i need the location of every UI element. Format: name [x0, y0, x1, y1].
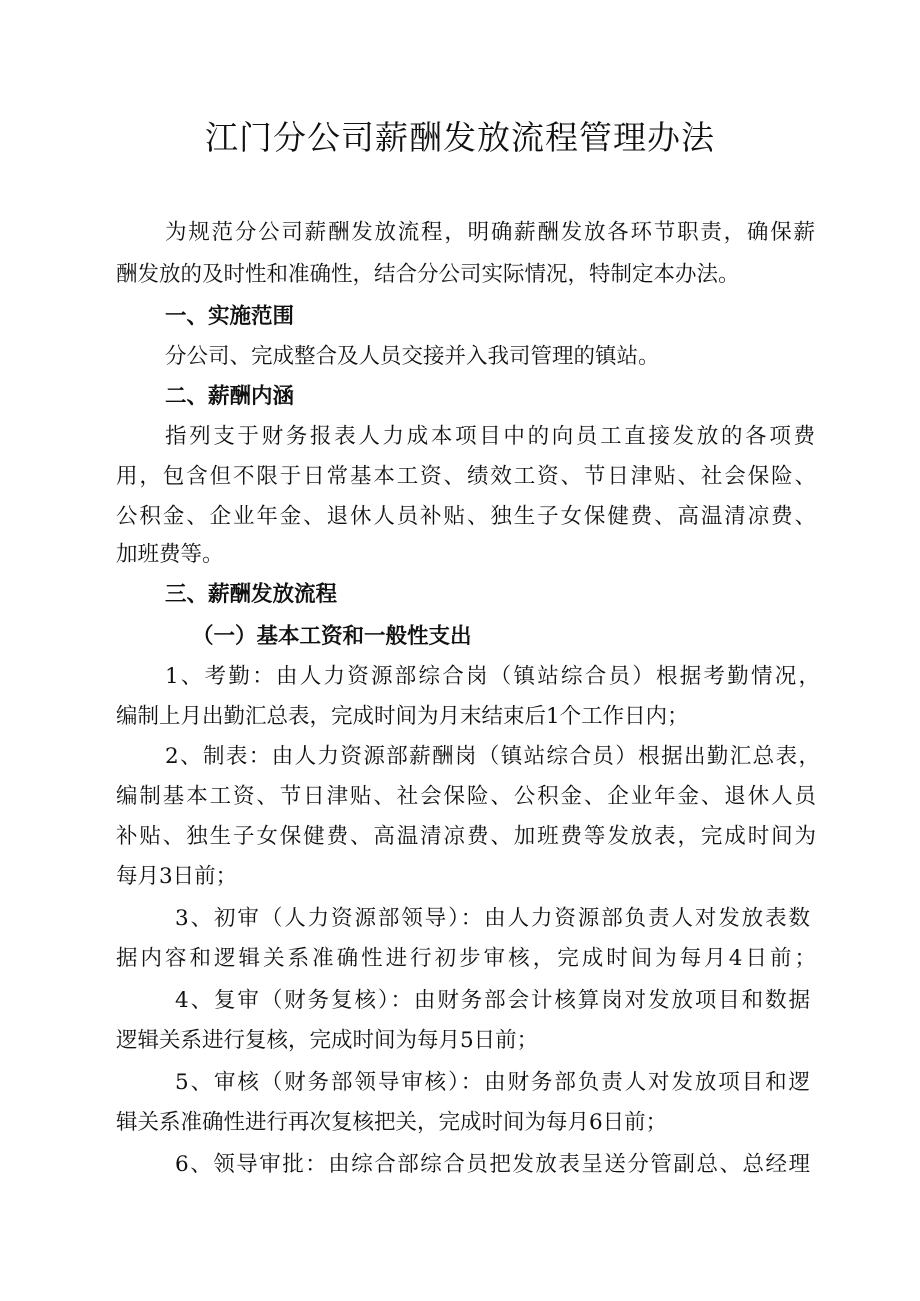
paragraph-line: 编制基本工资、节日津贴、社会保险、公积金、企业年金、退休人员: [116, 784, 816, 809]
paragraph-line: 4、复审（财务复核）：由财务部会计核算岗对发放项目和数据: [175, 988, 810, 1013]
section-heading: 一、实施范围: [165, 304, 295, 329]
paragraph-line: 编制上月出勤汇总表，完成时间为月末结束后1个工作日内；: [116, 704, 689, 729]
section-heading: 二、薪酬内涵: [165, 384, 295, 409]
subsection-heading: （一）基本工资和一般性支出: [192, 624, 472, 649]
paragraph-line: 酬发放的及时性和准确性，结合分公司实际情况，特制定本办法。: [116, 262, 740, 287]
paragraph-line: 2、制表：由人力资源部薪酬岗（镇站综合员）根据出勤汇总表，: [165, 744, 820, 769]
document-title: 江门分公司薪酬发放流程管理办法: [205, 118, 715, 157]
paragraph-line: 逻辑关系进行复核，完成时间为每月5日前；: [116, 1028, 539, 1053]
paragraph-line: 6、领导审批：由综合部综合员把发放表呈送分管副总、总经理: [175, 1152, 810, 1177]
paragraph-line: 分公司、完成整合及人员交接并入我司管理的镇站。: [165, 344, 660, 369]
paragraph-line: 辑关系准确性进行再次复核把关，完成时间为每月6日前；: [116, 1110, 668, 1135]
paragraph-line: 指列支于财务报表人力成本项目中的向员工直接发放的各项费: [165, 424, 815, 449]
paragraph-line: 公积金、企业年金、退休人员补贴、独生子女保健费、高温清凉费、: [116, 504, 816, 529]
paragraph-line: 3、初审（人力资源部领导）：由人力资源部负责人对发放表数: [175, 906, 810, 931]
paragraph-line: 1、考勤：由人力资源部综合岗（镇站综合员）根据考勤情况，: [165, 664, 820, 689]
paragraph-line: 5、审核（财务部领导审核）：由财务部负责人对发放项目和逻: [175, 1070, 810, 1095]
paragraph-line: 每月3日前；: [116, 864, 238, 889]
paragraph-line: 据内容和逻辑关系准确性进行初步审核，完成时间为每月4日前；: [116, 946, 816, 971]
section-heading: 三、薪酬发放流程: [165, 582, 338, 607]
paragraph-line: 为规范分公司薪酬发放流程，明确薪酬发放各环节职责，确保薪: [165, 220, 815, 245]
paragraph-line: 加班费等。: [116, 542, 224, 567]
paragraph-line: 用，包含但不限于日常基本工资、绩效工资、节日津贴、社会保险、: [116, 464, 816, 489]
paragraph-line: 补贴、独生子女保健费、高温清凉费、加班费等发放表，完成时间为: [116, 824, 816, 849]
